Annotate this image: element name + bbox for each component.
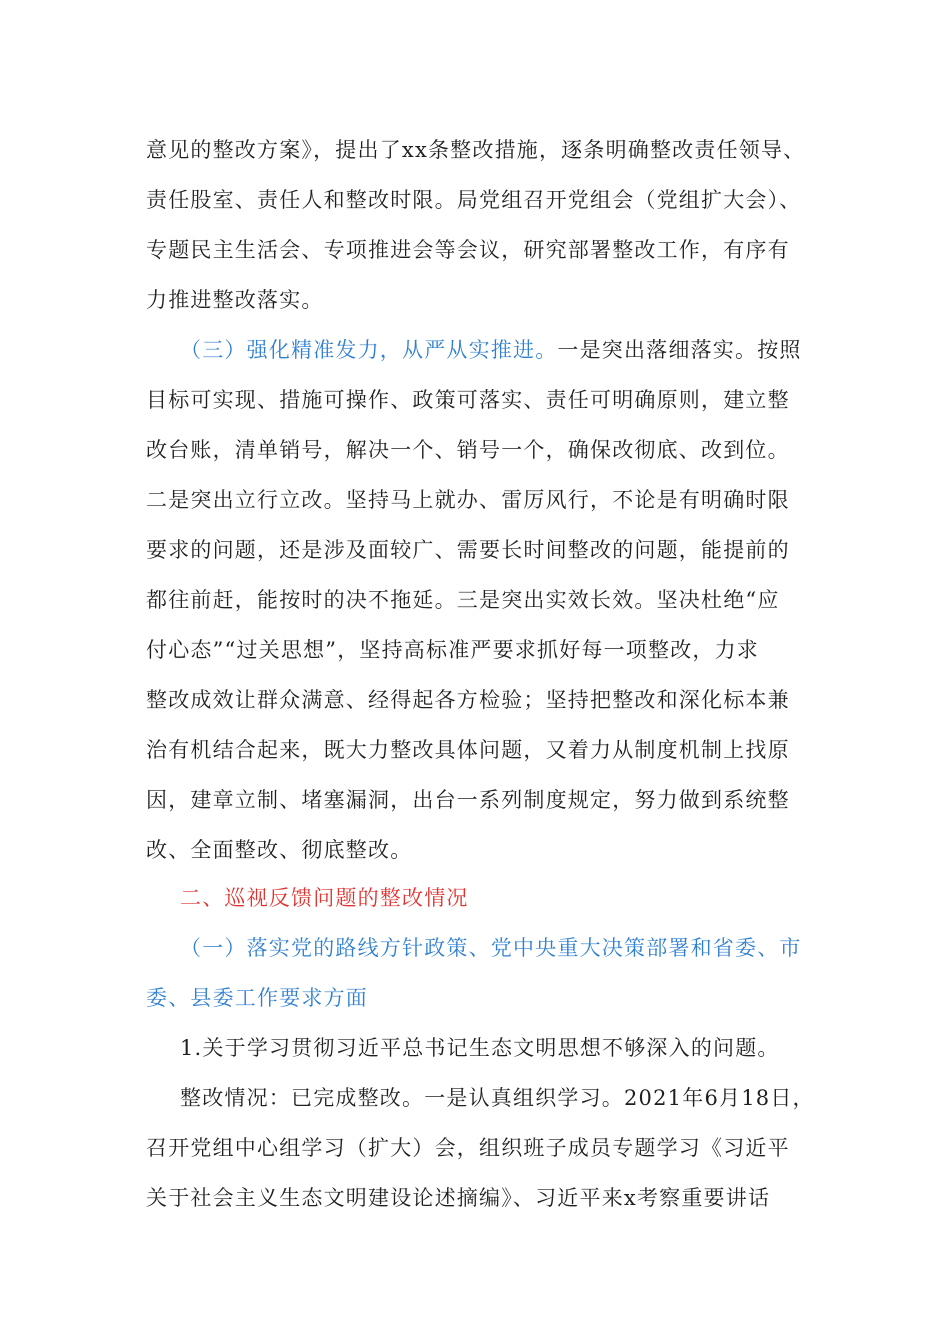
subsection-heading-continued: 委、县委工作要求方面	[146, 986, 368, 1010]
subsection-heading: （一）落实党的路线方针政策、党中央重大决策部署和省委、市	[180, 936, 802, 960]
body-line: 整改成效让群众满意、经得起各方检验；坚持把整改和深化标本兼	[146, 688, 790, 712]
body-line: 改、全面整改、彻底整改。	[146, 838, 413, 862]
body-line: 治有机结合起来，既大力整改具体问题，又着力从制度机制上找原	[146, 738, 790, 762]
body-line: 改台账，清单销号，解决一个、销号一个，确保改彻底、改到位。	[146, 438, 790, 462]
body-line: 因，建章立制、堵塞漏洞，出台一系列制度规定，努力做到系统整	[146, 788, 790, 812]
section-heading: 二、巡视反馈问题的整改情况	[180, 886, 469, 910]
body-line: 责任股室、责任人和整改时限。局党组召开党组会（党组扩大会）、	[146, 188, 802, 212]
body-line: 目标可实现、措施可操作、政策可落实、责任可明确原则，建立整	[146, 388, 790, 412]
body-line: 意见的整改方案》，提出了xx条整改措施，逐条明确整改责任领导、	[146, 138, 806, 162]
section-paragraph-start: （三）强化精准发力，从严从实推进。一是突出落细落实。按照	[180, 338, 802, 362]
body-line: 专题民主生活会、专项推进会等会议，研究部署整改工作，有序有	[146, 238, 790, 262]
body-line: 关于社会主义生态文明建设论述摘编》、习近平来x考察重要讲话	[146, 1186, 771, 1210]
body-line: 二是突出立行立改。坚持马上就办、雷厉风行，不论是有明确时限	[146, 488, 790, 512]
body-line: 召开党组中心组学习（扩大）会，组织班子成员专题学习《习近平	[146, 1136, 790, 1160]
body-line: 整改情况：已完成整改。一是认真组织学习。2021年6月18日，	[180, 1086, 815, 1110]
subsection-heading: （三）强化精准发力，从严从实推进。	[180, 338, 558, 362]
body-line: 付心态”“过关思想”，坚持高标准严要求抓好每一项整改，力求	[146, 638, 760, 662]
body-line: 要求的问题，还是涉及面较广、需要长时间整改的问题，能提前的	[146, 538, 790, 562]
body-line: 都往前赶，能按时的决不拖延。三是突出实效长效。坚决杜绝“应	[146, 588, 780, 612]
issue-title: 1.关于学习贯彻习近平总书记生态文明思想不够深入的问题。	[180, 1036, 780, 1060]
body-line: 力推进整改落实。	[146, 288, 324, 312]
